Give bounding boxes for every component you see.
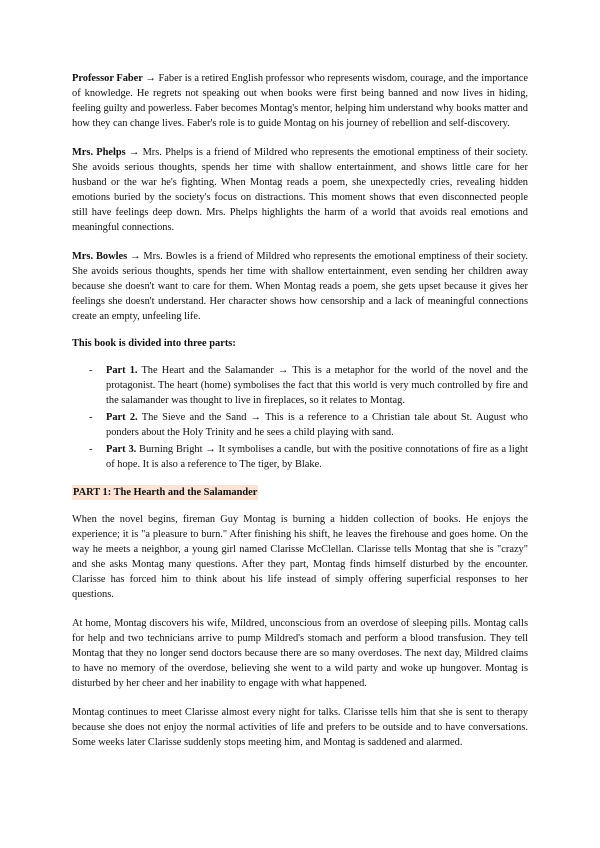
part-label: Part 3.	[106, 444, 137, 455]
arrow-symbol: →	[125, 147, 143, 158]
character-faber	[72, 71, 528, 131]
dash-bullet: -	[89, 412, 93, 423]
part-label: Part 2.	[106, 412, 138, 423]
part-text: The Heart and the Salamander → This is a metaphor for the world of the novel and the protagonist. The heart (home) symbolises the fact that this world is very much controlled by fire and the salamander was thought to live in fireplaces, so it relates to Montag.	[106, 365, 528, 406]
division-heading: This book is divided into three parts:	[72, 338, 236, 349]
character-name: Mrs. Phelps	[72, 147, 126, 158]
section-title: PART 1: The Hearth and the Salamander	[73, 487, 258, 498]
arrow-symbol: →	[142, 73, 159, 84]
body-paragraph: Montag continues to meet Clarisse almost every night for talks. Clarisse tells him that she is sent to therapy because she does not enjoy the normal activities of life and prefers to be outside and to have conversations. Some weeks later Clarisse suddenly stops meeting him, and Montag is saddened and alarmed.	[72, 707, 528, 748]
character-phelps	[72, 145, 528, 235]
character-name: Mrs. Bowles	[72, 251, 128, 262]
list-item	[72, 363, 528, 408]
arrow-symbol: →	[127, 251, 144, 262]
body-paragraph: At home, Montag discovers his wife, Mildred, unconscious from an overdose of sleeping pills. Montag calls for help and two technicians arrive to pump Mildred's stomach and perform a blood transfusion. They tell Montag that they no longer send doctors because there are so many overdoses. The next day, Mildred claims to have no memory of the overdose, believing she went to a wild party and woke up hungover. Montag is disturbed by her cheer and her inability to engage with what happened.	[72, 618, 528, 689]
character-description: Mrs. Bowles is a friend of Mildred who represents the emotional emptiness of their society. She avoids serious thoughts, spends her time with shallow entertainment, even sending her children away because she doesn't want to care for them. When Montag reads a poem, she gets upset because it gives her feelings she doesn't understand. Her character shows how censorship and a lack of meaningful connections create an empty, unfeeling life.	[72, 251, 528, 322]
list-item	[72, 442, 528, 472]
character-bowles	[72, 249, 528, 324]
character-description: Mrs. Phelps is a friend of Mildred who represents the emotional emptiness of their society. She avoids serious thoughts, spends her time with shallow entertainment, and shows little care for her husband or the war he's fighting. When Montag reads a poem, she unexpectedly cries, revealing hidden emotions buried by the society's focus on distractions. This moment shows that even disconnected people still have feelings deep down. Mrs. Phelps highlights the harm of a world that avoids real emotions and meaningful connections.	[72, 147, 528, 233]
parts-list	[72, 363, 528, 472]
part-label: Part 1.	[106, 365, 138, 376]
list-item	[72, 410, 528, 440]
dash-bullet: -	[89, 444, 93, 455]
body-paragraph: When the novel begins, fireman Guy Montag is burning a hidden collection of books. He enjoys the experience; it is "a pleasure to burn." After finishing his shift, he leaves the firehouse and goes home. On the way he meets a neighbor, a young girl named Clarisse McClellan. Clarisse tells Montag that she is "crazy" and she asks Montag many questions. After they part, Montag finds himself disturbed by the encounter. Clarisse has forced him to think about his life instead of simply offering superficial responses to her questions.	[72, 514, 528, 600]
part-text: The Sieve and the Sand → This is a reference to a Christian tale about St. August who ponders about the Holy Trinity and he sees a child playing with sand.	[106, 412, 528, 438]
character-name: Professor Faber	[72, 73, 143, 84]
dash-bullet: -	[89, 365, 93, 376]
character-description: Faber is a retired English professor who represents wisdom, courage, and the importance of knowledge. He regrets not speaking out when books were first being banned and now lives in hiding, feeling guilty and powerless. Faber becomes Montag's mentor, helping him understand why books matter and how they can change lives. Faber's role is to guide Montag on his journey of rebellion and self-discovery.	[72, 73, 528, 129]
part-text: Burning Bright → It symbolises a candle, but with the positive connotations of fire as a light of hope. It is also a reference to The tiger, by Blake.	[106, 444, 528, 470]
document-page	[72, 71, 528, 764]
